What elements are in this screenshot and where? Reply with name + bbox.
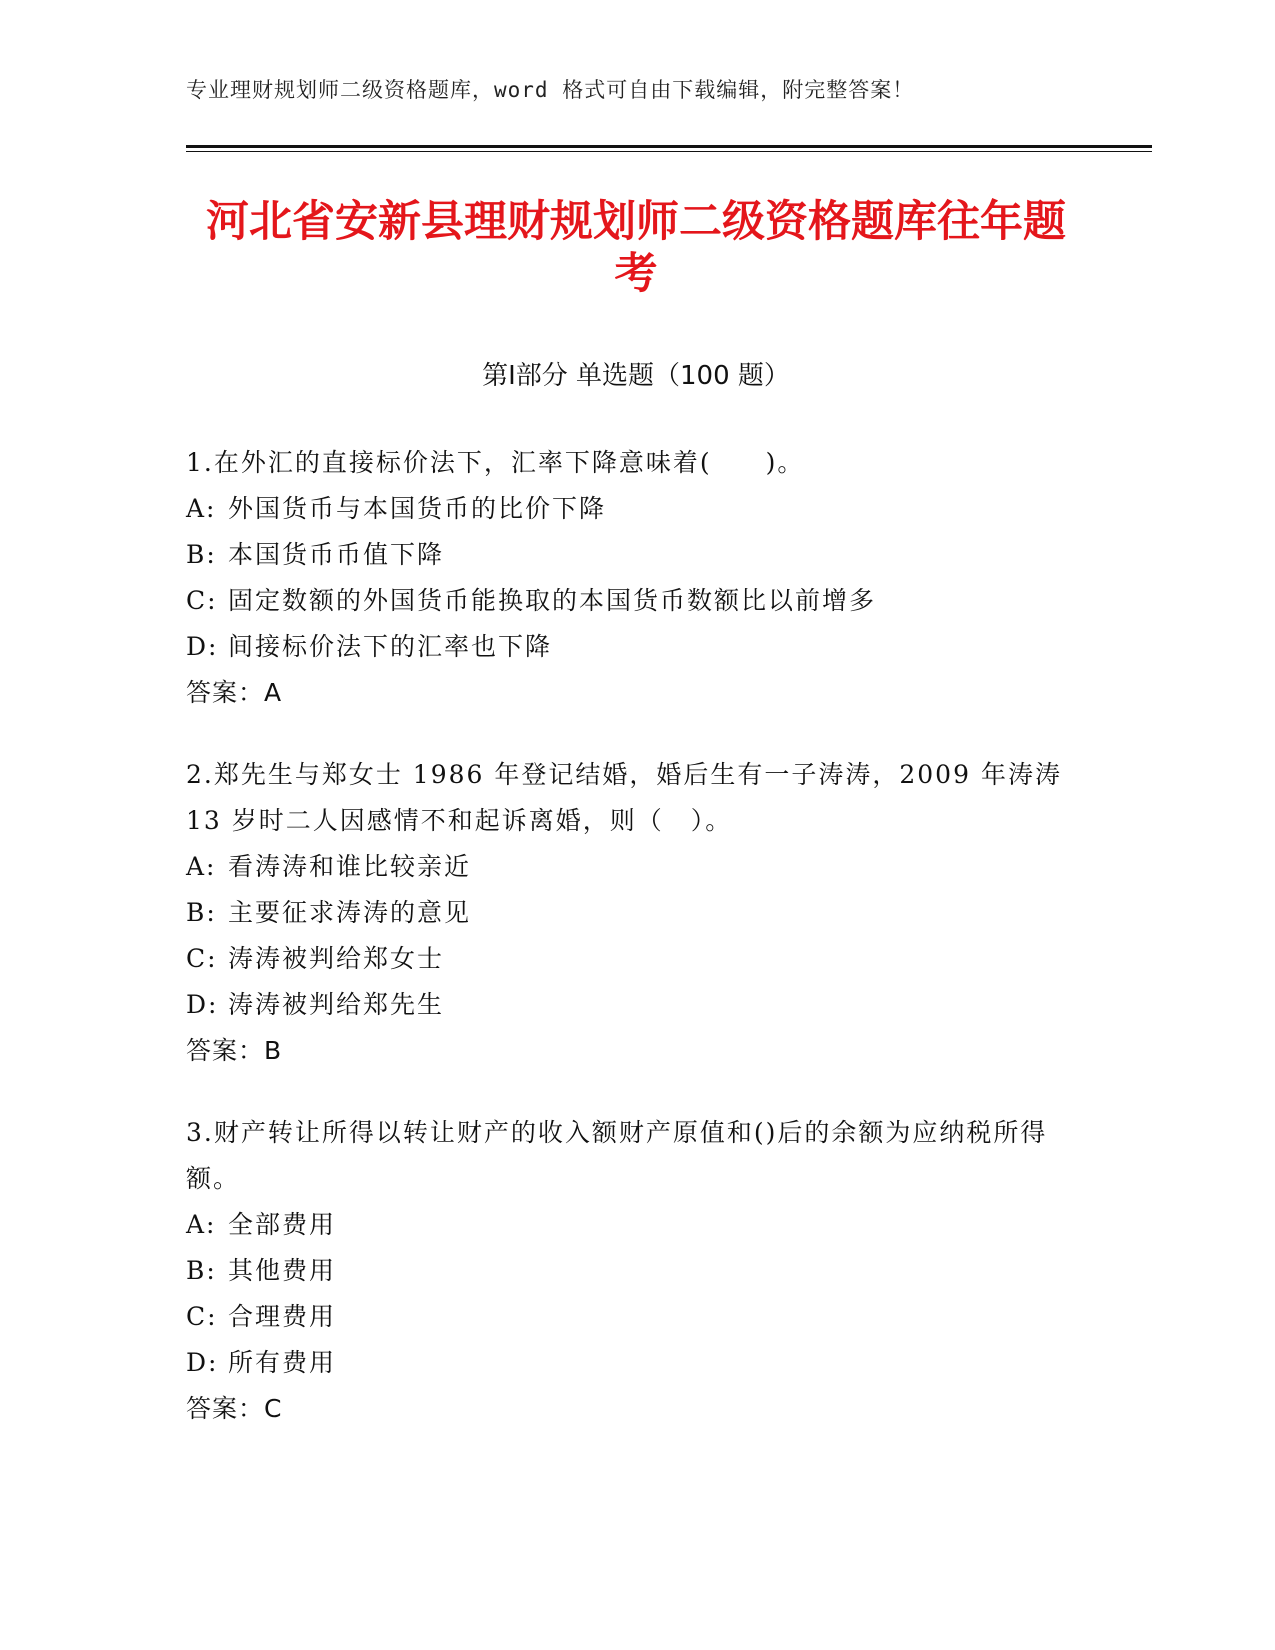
- option-text: 涛涛被判给郑女士: [228, 944, 445, 973]
- header-note: 专业理财规划师二级资格题库，word 格式可自由下载编辑，附完整答案！: [186, 78, 915, 102]
- option-text: 合理费用: [228, 1302, 337, 1331]
- answer: 答案：B: [186, 1036, 283, 1065]
- question-3: [186, 1110, 1096, 1432]
- option-letter: C:: [186, 586, 218, 615]
- option-d: [186, 624, 1096, 670]
- option-text: 其他费用: [228, 1256, 337, 1285]
- question-list: [186, 440, 1096, 1468]
- option-letter: C:: [186, 944, 218, 973]
- option-text: 本国货币币值下降: [228, 540, 445, 569]
- option-c: [186, 936, 1096, 982]
- header-rule-thin: [186, 151, 1152, 152]
- section-title: 第Ⅰ部分 单选题（100 题）: [482, 361, 790, 391]
- option-text: 固定数额的外国货币能换取的本国货币数额比以前增多: [228, 586, 877, 615]
- option-text: 间接标价法下的汇率也下降: [228, 632, 553, 661]
- option-text: 外国货币与本国货币的比价下降: [228, 494, 607, 523]
- option-letter: C:: [186, 1302, 218, 1331]
- option-letter: D:: [186, 632, 219, 661]
- option-b: [186, 890, 1096, 936]
- option-letter: B:: [186, 1256, 217, 1285]
- answer: 答案：A: [186, 678, 283, 707]
- option-c: [186, 1294, 1096, 1340]
- question-stem: 1.在外汇的直接标价法下，汇率下降意味着( )。: [186, 448, 805, 477]
- question-stem: 3.财产转让所得以转让财产的收入额财产原值和()后的余额为应纳税所得额。: [186, 1118, 1048, 1193]
- option-a: [186, 1202, 1096, 1248]
- option-text: 主要征求涛涛的意见: [228, 898, 472, 927]
- option-text: 全部费用: [228, 1210, 337, 1239]
- question-stem: 2.郑先生与郑女士 1986 年登记结婚，婚后生有一子涛涛，2009 年涛涛 13 岁时二人因感情不和起诉离婚，则（ ）。: [186, 760, 1062, 835]
- option-letter: B:: [186, 540, 217, 569]
- option-letter: A:: [186, 852, 217, 881]
- header-rule-thick: [186, 145, 1152, 148]
- option-b: [186, 532, 1096, 578]
- option-letter: D:: [186, 1348, 219, 1377]
- option-letter: A:: [186, 1210, 217, 1239]
- question-2: [186, 752, 1096, 1074]
- option-d: [186, 1340, 1096, 1386]
- option-letter: B:: [186, 898, 217, 927]
- option-b: [186, 1248, 1096, 1294]
- option-letter: A:: [186, 494, 217, 523]
- option-text: 所有费用: [228, 1348, 337, 1377]
- option-text: 涛涛被判给郑先生: [228, 990, 445, 1019]
- option-a: [186, 486, 1096, 532]
- answer: 答案：C: [186, 1394, 283, 1423]
- question-1: [186, 440, 1096, 716]
- option-letter: D:: [186, 990, 219, 1019]
- document-title: 河北省安新县理财规划师二级资格题库往年题考: [206, 197, 1066, 299]
- option-c: [186, 578, 1096, 624]
- option-d: [186, 982, 1096, 1028]
- option-text: 看涛涛和谁比较亲近: [228, 852, 472, 881]
- option-a: [186, 844, 1096, 890]
